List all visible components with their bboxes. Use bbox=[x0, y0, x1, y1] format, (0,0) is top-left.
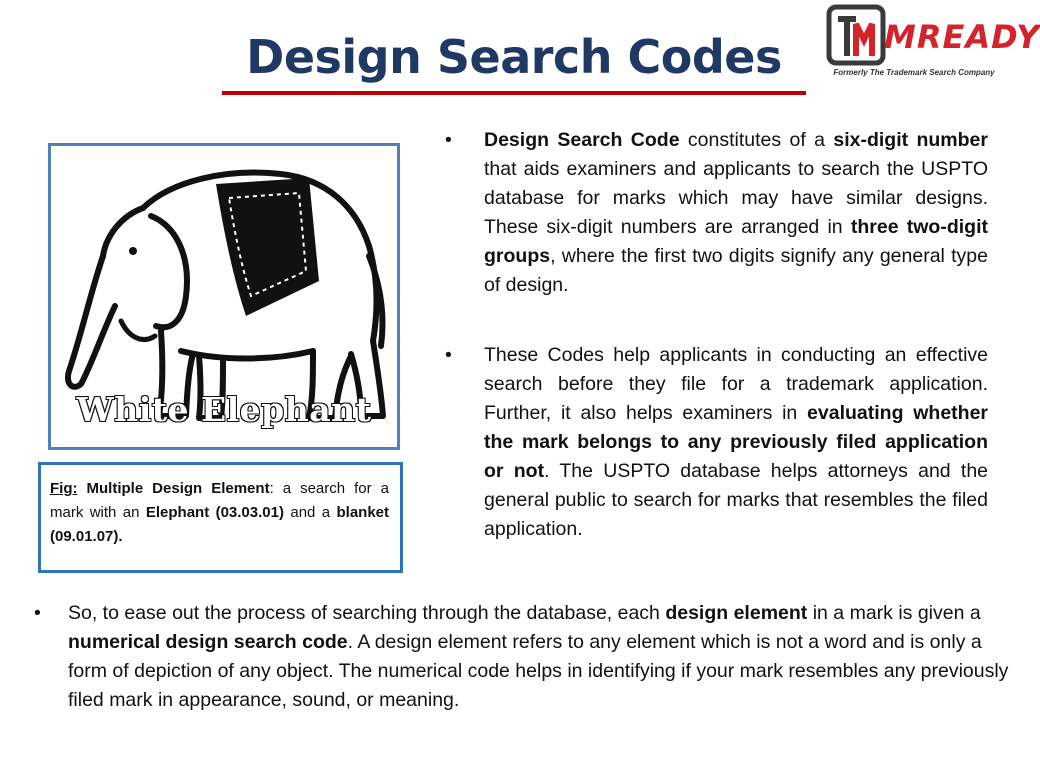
bullet-text: These Codes help applicants in conducting an effective search before they file for a trademark application. Further, it also helps examiners in bbox=[484, 344, 988, 424]
bullet-text: that aids examiners and applicants to search the USPTO database for marks which may have similar designs. These six-digit numbers are arranged in bbox=[484, 158, 988, 238]
bullet-bold: evaluating whether the mark belongs to any previously filed application or not bbox=[484, 402, 988, 482]
list-item bbox=[34, 599, 1022, 715]
bullet-icon: • bbox=[445, 129, 452, 151]
bullet-bold: Design Search Code bbox=[484, 129, 680, 151]
caption-blanket-code: blanket (09.01.07). bbox=[50, 504, 390, 545]
bullet-text: in a mark is given a bbox=[807, 602, 981, 624]
page-title: Design Search Codes bbox=[246, 30, 782, 84]
bullet-bold: numerical design search code bbox=[68, 631, 348, 653]
bullet-bold: design element bbox=[665, 602, 808, 624]
caption-text: : a search for a mark with an bbox=[50, 480, 389, 521]
tm-logo-icon bbox=[826, 4, 886, 66]
caption-text: and a bbox=[283, 504, 337, 521]
bullet-text: , where the first two digits signify any general type of design. bbox=[484, 245, 988, 296]
elephant-label: White Elephant bbox=[76, 390, 372, 429]
caption-fig-label: Fig: bbox=[50, 480, 78, 497]
logo-tagline: Formerly The Trademark Search Company bbox=[833, 68, 995, 77]
title-underline bbox=[222, 91, 806, 95]
bullet-icon: • bbox=[445, 344, 452, 366]
bullet-text: So, to ease out the process of searching through the database, each bbox=[68, 602, 666, 624]
list-item bbox=[445, 341, 988, 544]
bullet-bold: six-digit number bbox=[833, 129, 988, 151]
bullet-text: constitutes of a bbox=[679, 129, 834, 151]
bullet-bold: three two-digit groups bbox=[484, 216, 988, 267]
bullet-icon: • bbox=[34, 602, 41, 624]
list-item bbox=[445, 126, 988, 300]
company-logo bbox=[826, 2, 1040, 86]
bullet-list bbox=[445, 126, 988, 544]
caption-elephant-code: Elephant (03.03.01) bbox=[145, 504, 284, 521]
bullet-text: . The USPTO database helps attorneys and the general public to search for marks that resembles the filed application. bbox=[484, 460, 989, 540]
bullet-text: . A design element refers to any element which is not a word and is only a form of depiction of any object. The numerical code helps in identifying if your mark resembles any previously filed mark in appearance, sound, or meaning. bbox=[68, 631, 1009, 711]
elephant-image bbox=[48, 143, 400, 450]
figure-caption bbox=[38, 462, 403, 573]
logo-wordmark: MREADY bbox=[884, 18, 1040, 56]
caption-heading: Multiple Design Element bbox=[86, 480, 270, 497]
